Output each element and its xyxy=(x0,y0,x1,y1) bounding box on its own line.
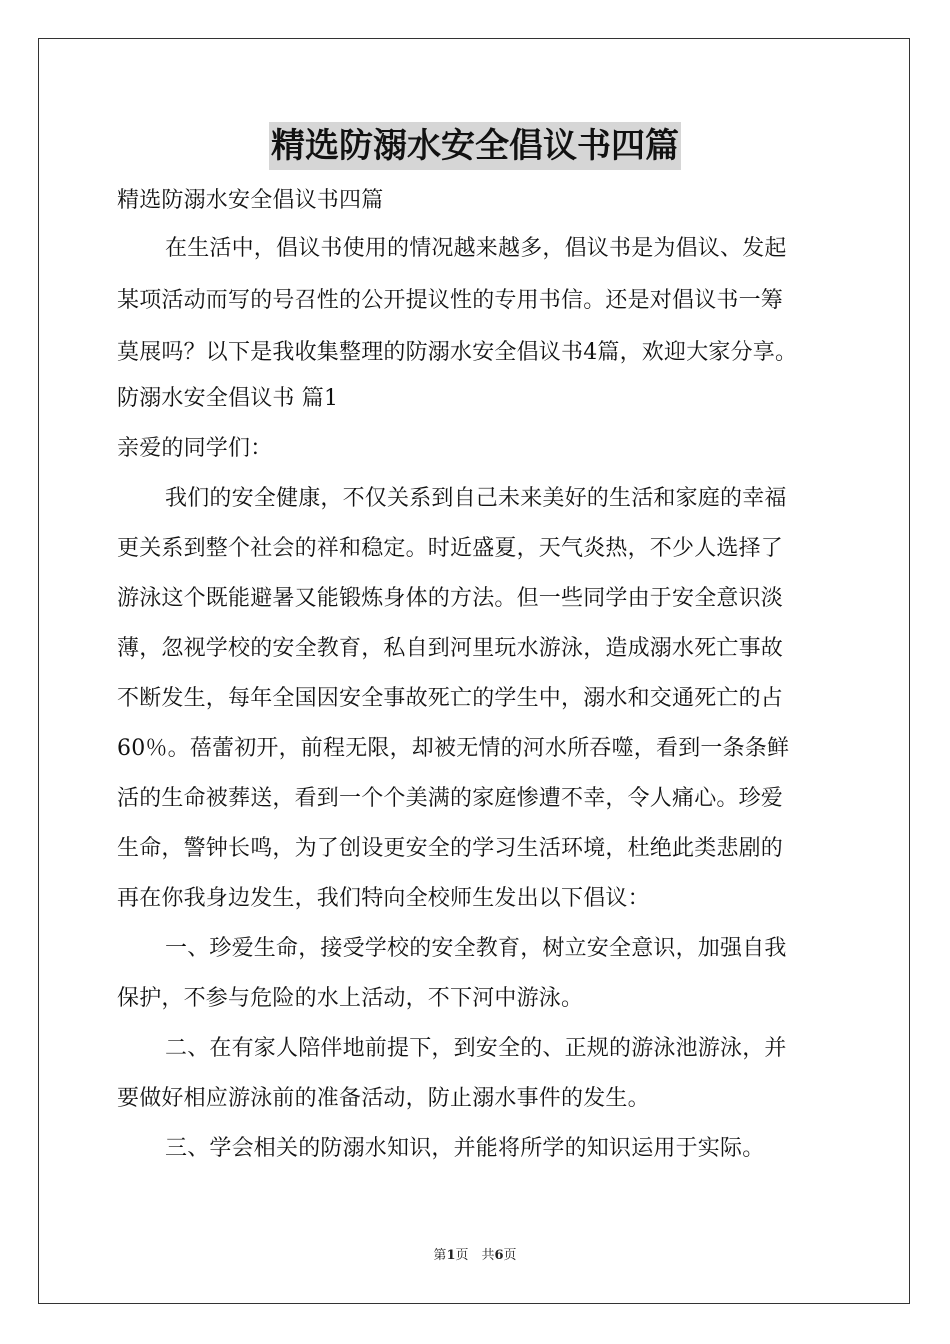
page-total: 6 xyxy=(494,1248,504,1263)
intro-line: 莫展吗？以下是我收集整理的防溺水安全倡议书4篇，欢迎大家分享。 xyxy=(117,340,798,365)
item-line: 一、珍爱生命，接受学校的安全教育，树立安全意识，加强自我 xyxy=(165,936,787,961)
page-prefix: 第 xyxy=(433,1248,447,1263)
item-line: 二、在有家人陪伴地前提下，到安全的、正规的游泳池游泳，并 xyxy=(165,1036,787,1061)
body-line: 薄，忽视学校的安全教育，私自到河里玩水游泳，造成溺水死亡事故 xyxy=(117,636,784,661)
intro-line: 某项活动而写的号召性的公开提议性的专用书信。还是对倡议书一筹 xyxy=(117,288,784,313)
page-footer xyxy=(0,1247,950,1265)
title-container xyxy=(0,122,950,170)
body-line: 不断发生，每年全国因安全事故死亡的学生中，溺水和交通死亡的占 xyxy=(117,686,784,711)
body-line: 再在你我身边发生，我们特向全校师生发出以下倡议： xyxy=(117,886,650,911)
body-line: 更关系到整个社会的祥和稳定。时近盛夏，天气炎热，不少人选择了 xyxy=(117,536,784,561)
item-line: 要做好相应游泳前的准备活动，防止溺水事件的发生。 xyxy=(117,1086,650,1111)
body-line: 游泳这个既能避暑又能锻炼身体的方法。但一些同学由于安全意识淡 xyxy=(117,586,784,611)
page-mid: 页 共 xyxy=(455,1248,495,1263)
salutation: 亲爱的同学们： xyxy=(117,436,273,461)
body-line: 我们的安全健康，不仅关系到自己未来美好的生活和家庭的幸福 xyxy=(165,486,787,511)
intro-line: 在生活中，倡议书使用的情况越来越多，倡议书是为倡议、发起 xyxy=(165,236,787,261)
item-line: 保护，不参与危险的水上活动，不下河中游泳。 xyxy=(117,986,584,1011)
body-line: 活的生命被葬送，看到一个个美满的家庭惨遭不幸，令人痛心。珍爱 xyxy=(117,786,784,811)
document-title: 精选防溺水安全倡议书四篇 xyxy=(269,122,681,170)
page-border xyxy=(38,38,910,1304)
body-line: 生命，警钟长鸣，为了创设更安全的学习生活环境，杜绝此类悲剧的 xyxy=(117,836,784,861)
document-subtitle: 精选防溺水安全倡议书四篇 xyxy=(117,188,384,213)
page-current: 1 xyxy=(446,1248,456,1263)
page-suffix: 页 xyxy=(503,1248,517,1263)
section-heading: 防溺水安全倡议书 篇1 xyxy=(117,386,339,411)
item-line: 三、学会相关的防溺水知识，并能将所学的知识运用于实际。 xyxy=(165,1136,765,1161)
body-line: 60％。蓓蕾初开，前程无限，却被无情的河水所吞噬，看到一条条鲜 xyxy=(117,736,790,761)
